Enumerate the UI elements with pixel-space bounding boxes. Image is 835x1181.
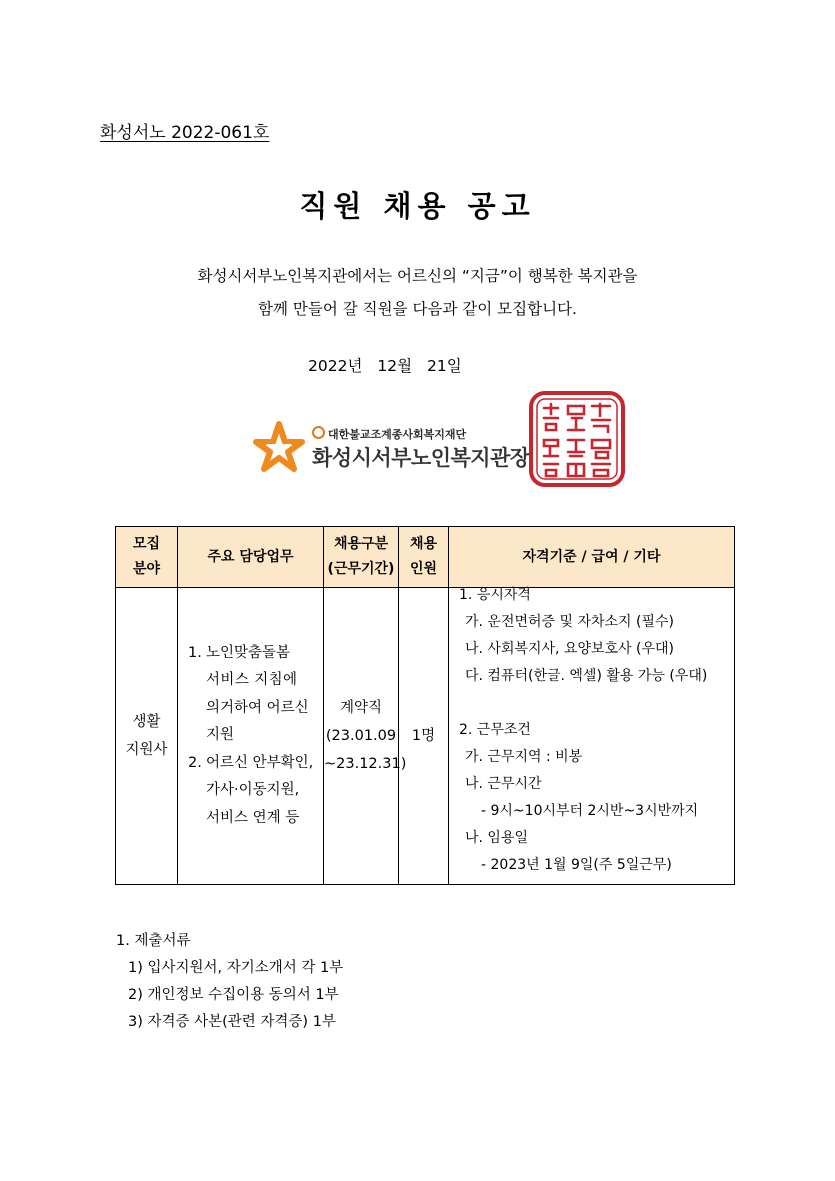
document-number: 화성서노 2022-061호 [100,123,270,143]
quals-item: 다. 컴퓨터(한글. 엑셀) 활용 가능 (우대) [465,668,708,684]
document-item: 1) 입사지원서, 자기소개서 각 1부 [128,960,344,976]
intro-line: 화성시서부노인복지관에서는 어르신의 “지금”이 행복한 복지관을 [197,267,638,285]
star-logo-icon [252,420,306,472]
intro-text [0,260,835,326]
issuer-name: 화성시서부노인복지관장 [312,446,530,470]
cell-duties [178,588,324,885]
quals-item: 나. 사회복지사, 요양보호사 (우대) [465,641,674,657]
table-row [116,588,735,885]
cell-type: 계약직 (23.01.09 ~23.12.31) [324,588,399,885]
header-duties: 주요 담당업무 [178,527,324,588]
org-logo [252,420,530,472]
quals-detail: - 2023년 1월 9일(주 5일근무) [481,857,672,873]
quals-detail: - 9시~10시부터 2시반~3시반까지 [481,803,699,819]
foundation-name: 대한불교조계종사회복지재단 [312,426,466,442]
header-field: 모집 분야 [116,527,178,588]
page-title: 직원 채용 공고 [299,189,536,223]
document-item: 2) 개인정보 수집이용 동의서 1부 [128,987,339,1003]
dharma-wheel-icon [312,426,325,439]
quals-section-title: 2. 근무조건 [459,722,531,738]
official-seal [528,390,626,488]
quals-item: 나. 임용일 [465,830,528,846]
header-type: 채용구분 (근무기간) [324,527,399,588]
table-header-row [116,527,735,588]
cell-quals [449,588,735,885]
intro-line: 함께 만들어 갈 직원을 다음과 같이 모집합니다. [258,300,577,318]
documents-title: 1. 제출서류 [116,933,191,949]
document-item: 3) 자격증 사본(관련 자격증) 1부 [128,1014,336,1030]
cell-field: 생활 지원사 [116,588,178,885]
header-count: 채용 인원 [399,527,449,588]
quals-item: 나. 근무시간 [465,776,542,792]
quals-item: 가. 운전면허증 및 자차소지 (필수) [465,614,674,630]
duty-item: 1. 노인맞춤돌봄 서비스 지침에 의거하여 어르신 지원 [188,644,309,744]
required-documents [116,928,343,1036]
cell-count: 1명 [399,588,449,885]
quals-section-title: 1. 응시자격 [459,587,531,603]
quals-item: 가. 근무지역 : 비봉 [465,749,583,765]
duty-item: 2. 어르신 안부확인, 가사·이동지원, 서비스 연계 등 [188,754,314,826]
recruitment-table [115,526,735,885]
header-quals: 자격기준 / 급여 / 기타 [449,527,735,588]
issue-date: 2022년 12월 21일 [308,357,462,375]
